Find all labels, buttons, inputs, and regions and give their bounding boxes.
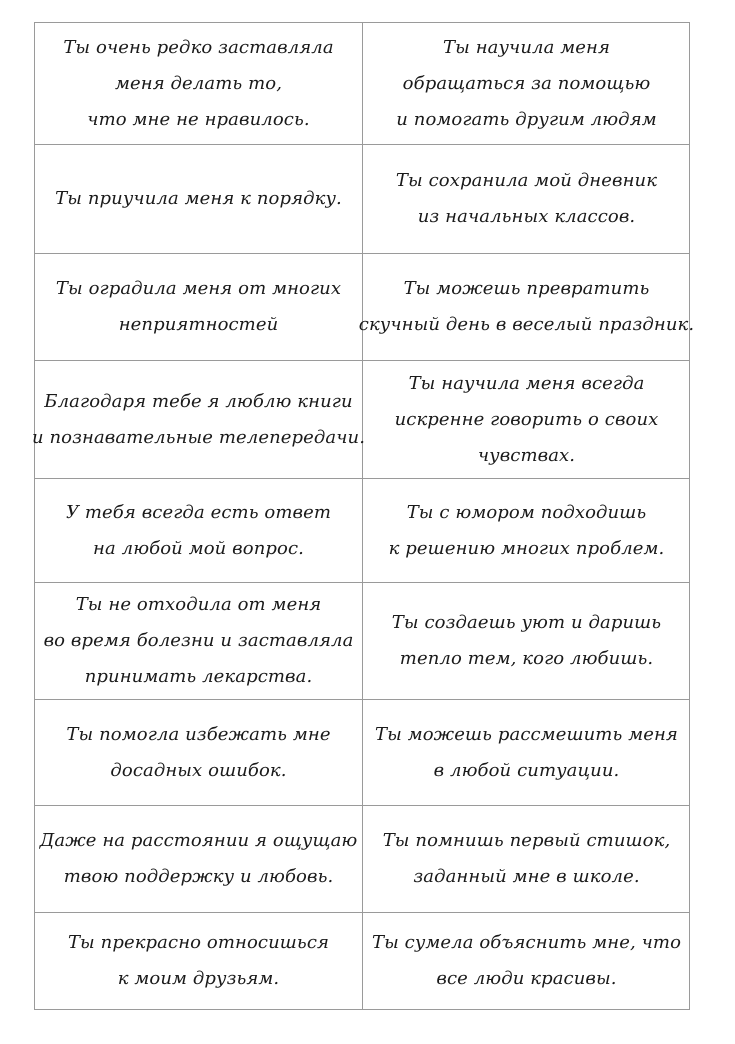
card-line: досадных ошибок.: [110, 759, 287, 781]
card-line: Ты приучила меня к порядку.: [55, 188, 342, 209]
card-line: и помогать другим людям: [396, 108, 657, 130]
card-line: неприятностей: [118, 314, 279, 335]
card-11: [35, 583, 363, 700]
card-line: к моим друзьям.: [117, 968, 280, 989]
card-line: во время болезни и заставляла: [43, 630, 354, 651]
card-line: Ты оградила меня от многих: [55, 278, 342, 299]
card-5: [35, 254, 363, 361]
card-line: из начальных классов.: [417, 206, 636, 227]
card-line: искренне говорить о своих: [394, 408, 659, 430]
card-line: скучный день в веселый праздник.: [358, 314, 695, 335]
card-line: Благодаря тебе я люблю книги: [44, 390, 353, 412]
card-line: Ты научила меня всегда: [408, 372, 645, 394]
card-line: Ты научила меня: [443, 36, 610, 58]
card-line: Ты сохранила мой дневник: [395, 170, 658, 191]
card-line: Ты прекрасно относишься: [67, 932, 330, 953]
card-line: Ты помнишь первый стишок,: [382, 830, 671, 851]
card-4: [363, 145, 690, 254]
card-line: Ты можешь превратить: [403, 278, 650, 299]
card-7: [31, 361, 366, 479]
card-line: Ты можешь рассмешить меня: [375, 723, 678, 745]
card-2: [363, 23, 690, 145]
card-13: [35, 700, 363, 806]
card-line: на любой мой вопрос.: [93, 537, 304, 559]
cards-sheet: [31, 22, 695, 1010]
card-line: Ты с юмором подходишь: [406, 501, 647, 523]
card-3: [35, 145, 363, 254]
card-line: Ты создаешь уют и даришь: [391, 612, 662, 633]
card-line: в любой ситуации.: [433, 759, 620, 781]
card-line: тепло тем, кого любишь.: [399, 648, 654, 669]
card-10: [363, 479, 690, 583]
card-8: [363, 361, 690, 479]
card-line: Ты помогла избежать мне: [66, 723, 331, 745]
card-12: [363, 583, 690, 700]
card-15: [35, 806, 363, 913]
card-line: У тебя всегда есть ответ: [65, 501, 332, 523]
card-14: [363, 700, 690, 806]
card-line: все люди красивы.: [436, 968, 617, 989]
card-line: принимать лекарства.: [84, 666, 313, 687]
card-18: [363, 913, 690, 1009]
card-line: к решению многих проблем.: [388, 537, 665, 559]
card-9: [35, 479, 363, 583]
card-line: Ты сумела объяснить мне, что: [371, 932, 682, 953]
card-line: что мне не нравилось.: [87, 108, 310, 130]
card-line: и познавательные телепередачи.: [31, 426, 366, 448]
card-16: [363, 806, 690, 913]
card-17: [35, 913, 363, 1009]
card-line: Ты очень редко заставляла: [63, 36, 334, 58]
card-line: обращаться за помощью: [402, 72, 651, 94]
card-line: чувствах.: [477, 444, 576, 466]
card-line: заданный мне в школе.: [413, 866, 640, 887]
card-6: [358, 254, 695, 361]
card-line: Ты не отходила от меня: [75, 594, 322, 615]
card-1: [35, 23, 363, 145]
card-line: меня делать то,: [114, 72, 283, 94]
card-line: Даже на расстоянии я ощущаю: [39, 830, 358, 851]
card-line: твою поддержку и любовь.: [63, 866, 334, 887]
